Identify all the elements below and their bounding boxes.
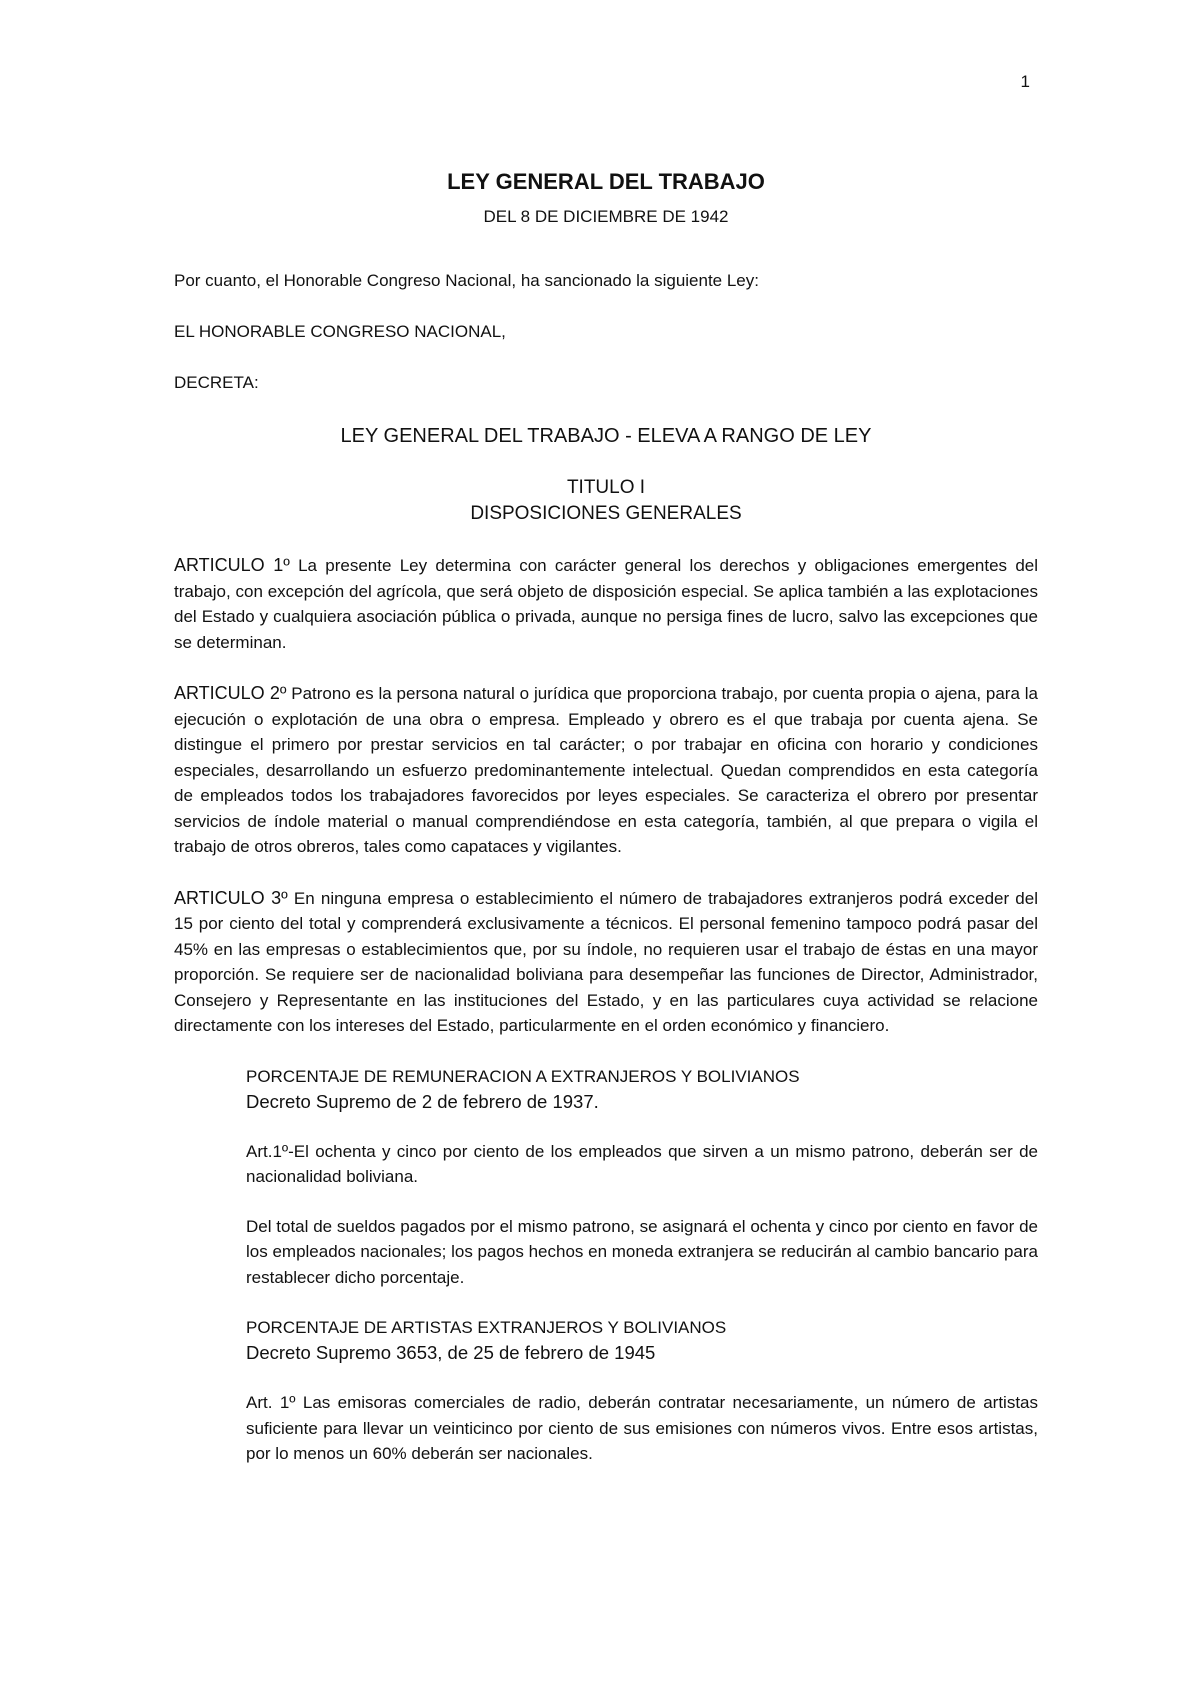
law-subtitle: LEY GENERAL DEL TRABAJO - ELEVA A RANGO DE LEY [340, 425, 872, 447]
section-remuneracion-heading: PORCENTAJE DE REMUNERACION A EXTRANJEROS Y BOLIVIANOS [246, 1066, 800, 1086]
article-1 [174, 553, 1038, 655]
section-remuneracion-para-1: Art.1º-El ochenta y cinco por ciento de los empleados que sirven a un mismo patrono, deberán ser de nacionalidad boliviana. [246, 1141, 1038, 1186]
document-title: LEY GENERAL DEL TRABAJO [447, 169, 765, 194]
article-1-heading: ARTICULO 1º [174, 555, 290, 575]
article-2-heading: ARTICULO 2º [174, 683, 287, 703]
congress-text: EL HONORABLE CONGRESO NACIONAL, [174, 322, 506, 341]
article-3-heading: ARTICULO 3º [174, 887, 288, 908]
decreta-text: DECRETA: [174, 373, 259, 392]
section-remuneracion [246, 1065, 1038, 1291]
titulo-number: TITULO I [566, 477, 646, 498]
document-body [174, 168, 1038, 1467]
intro-text: Por cuanto, el Honorable Congreso Nacional, ha sancionado la siguiente Ley: [174, 271, 759, 290]
section-artistas-decree: Decreto Supremo 3653, de 25 de febrero de 1945 [246, 1342, 656, 1363]
article-2 [174, 681, 1038, 860]
title-block [174, 475, 1038, 527]
article-3-text: En ninguna empresa o establecimiento el número de trabajadores extranjeros podrá exceder del 15 por ciento del total y comprenderá exclusivamente a técnicos. El personal femenino tampoco podrá pasar del 45% en las empresas o establecimientos que, por su índole, no requieren usar el trabajo de éstas en una mayor proporción. Se requiere ser de nacionalidad boliviana para desempeñar las funciones de Director, Administrador, Consejero y Representante en las instituciones del Estado, y en las particulares cuya actividad se relacione directamente con los intereses del Estado, particularmente en el orden económico y financiero. [174, 888, 1038, 1035]
section-remuneracion-para-2: Del total de sueldos pagados por el mismo patrono, se asignará el ochenta y cinco por ciento en favor de los empleados nacionales; los pagos hechos en moneda extranjera se reducirán al cambio bancario para restablecer dicho porcentaje. [246, 1216, 1038, 1287]
article-1-text: La presente Ley determina con carácter general los derechos y obligaciones emergentes del trabajo, con excepción del agrícola, que será objeto de disposición especial. Se aplica también a las explotaciones del Estado y cualquiera asociación pública o privada, aunque no persiga fines de lucro, salvo las excepciones que se determinan. [174, 556, 1039, 652]
titulo-name: DISPOSICIONES GENERALES [470, 503, 742, 524]
document-date: DEL 8 DE DICIEMBRE DE 1942 [483, 207, 729, 226]
section-artistas-para-1: Art. 1º Las emisoras comerciales de radio, deberán contratar necesariamente, un número de artistas suficiente para llevar un veinticinco por ciento de sus emisiones con números vivos. Entre esos artistas, por lo menos un 60% deberán ser nacionales. [246, 1393, 1038, 1463]
section-remuneracion-decree: Decreto Supremo de 2 de febrero de 1937. [246, 1090, 599, 1112]
article-3 [174, 886, 1038, 1039]
section-artistas [246, 1316, 1038, 1467]
article-2-text: Patrono es la persona natural o jurídica que proporciona trabajo, por cuenta propia o ajena, para la ejecución o explotación de una obra o empresa. Empleado y obrero es el que trabaja por cuenta ajena. Se distingue el primero por prestar servicios en tal carácter; o por trabajar en oficina con horario y condiciones especiales, desarrollando un esfuerzo predominantemente intelectual. Quedan comprendidos en esta categoría de empleados todos los trabajadores favorecidos por leyes especiales. Se caracteriza el obrero por presentar servicios de índole material o manual comprendiéndose en esta categoría, también, al que prepara o vigila el trabajo de otros obreros, tales como capataces y vigilantes. [174, 684, 1038, 856]
section-artistas-heading: PORCENTAJE DE ARTISTAS EXTRANJEROS Y BOLIVIANOS [246, 1318, 727, 1337]
page-number: 1 [1020, 72, 1030, 91]
